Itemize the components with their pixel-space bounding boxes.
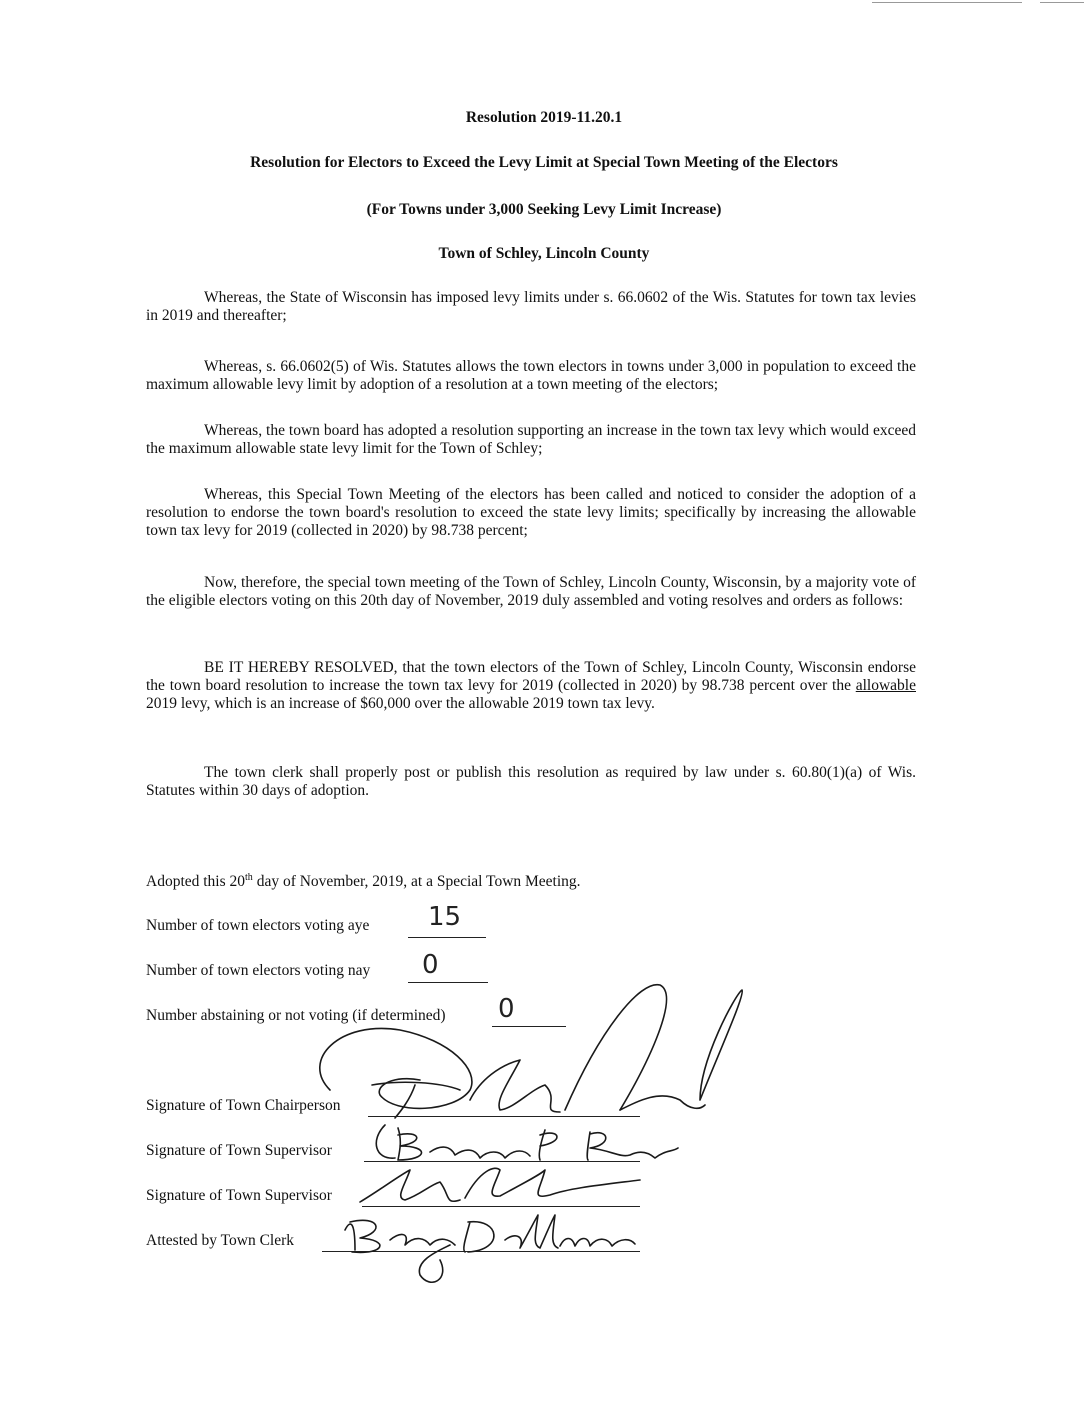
adoption-line: Adopted this 20th day of November, 2019, at a Special Town Meeting. — [146, 872, 581, 891]
paragraph-resolved — [146, 659, 916, 713]
votes-aye-value: 15 — [428, 902, 462, 932]
document-subtitle: (For Towns under 3,000 Seeking Levy Limit Increase) — [366, 201, 722, 218]
votes-nay-line — [408, 981, 488, 983]
signature-clerk-label: Attested by Town Clerk — [146, 1232, 295, 1249]
signature-supervisor1-label: Signature of Town Supervisor — [146, 1142, 332, 1159]
votes-nay-label: Number of town electors voting nay — [146, 962, 371, 979]
scan-mark — [1040, 2, 1084, 3]
signature-supervisor2-label: Signature of Town Supervisor — [146, 1187, 332, 1204]
paragraph-whereas-1 — [146, 289, 916, 325]
signature-supervisor1-line — [364, 1160, 640, 1162]
signature-chair-stroke — [470, 1060, 560, 1112]
signature-supervisor2-stroke — [360, 1170, 460, 1202]
signature-clerk-stroke — [560, 1239, 635, 1247]
signature-supervisor1-stroke — [587, 1132, 678, 1160]
signature-chair-stroke — [620, 1096, 705, 1110]
paragraph-text: 2019 levy, which is an increase of $60,000 over the allowable 2019 town tax levy. — [146, 695, 655, 712]
town-name: Town of Schley, Lincoln County — [438, 245, 650, 262]
votes-abstain-line — [492, 1025, 566, 1027]
signature-chair-stroke — [700, 990, 742, 1100]
paragraph-text: Whereas, this Special Town Meeting of the electors has been called and noticed to consider the adoption of a resolution to endorse the town board's resolution to exceed the state levy limits; specifically by increasing the allowable town tax levy for 2019 (collected in 2020) by 98.738 percent; — [146, 486, 916, 539]
scan-mark — [872, 2, 1022, 3]
paragraph-text: Now, therefore, the special town meeting of the Town of Schley, Lincoln County, Wisconsin, by a majority vote of the eligible electors voting on this 20th day of November, 2019 duly assembled and voting resolves and orders as follows: — [146, 574, 916, 609]
votes-abstain-value: 0 — [498, 994, 515, 1024]
signature-chair-line — [368, 1115, 640, 1117]
signature-clerk-line — [322, 1250, 640, 1252]
votes-nay-value: 0 — [422, 950, 439, 980]
resolution-number: Resolution 2019-11.20.1 — [465, 109, 623, 126]
paragraph-clerk-post — [146, 764, 916, 800]
signature-chair-label: Signature of Town Chairperson — [146, 1097, 341, 1114]
paragraph-whereas-2 — [146, 358, 916, 394]
underlined-word: allowable — [855, 677, 916, 694]
paragraph-text: The town clerk shall properly post or publish this resolution as required by law under s. 60.80(1)(a) of Wis. Statutes within 30 days of adoption. — [146, 764, 916, 799]
signature-chair-stroke — [372, 1082, 460, 1118]
paragraph-whereas-3 — [146, 422, 916, 458]
paragraph-text: BE IT HEREBY RESOLVED, that the town electors of the Town of Schley, Lincoln County, Wisconsin endorse the town board resolution to increase the town tax levy for 2019 (collected in 2020) by 98.738 percent over the — [146, 659, 916, 694]
signature-supervisor2-stroke — [465, 1168, 640, 1198]
signature-chair-stroke — [565, 985, 666, 1110]
paragraph-text: Whereas, s. 66.0602(5) of Wis. Statutes allows the town electors in towns under 3,000 in population to exceed the maximum allowable levy limit by adoption of a resolution at a town meeting of the electors; — [146, 358, 916, 393]
document-title: Resolution for Electors to Exceed the Levy Limit at Special Town Meeting of the Electors — [250, 154, 838, 171]
votes-aye-label: Number of town electors voting aye — [146, 917, 370, 934]
signature-chair-stroke — [320, 1028, 472, 1108]
paragraph-text: Whereas, the State of Wisconsin has imposed levy limits under s. 66.0602 of the Wis. Statutes for town tax levies in 2019 and thereafter; — [146, 289, 916, 324]
paragraph-now-therefore — [146, 574, 916, 610]
paragraph-text: Whereas, the town board has adopted a resolution supporting an increase in the town tax levy which would exceed the maximum allowable state levy limit for the Town of Schley; — [146, 422, 916, 457]
votes-abstain-label: Number abstaining or not voting (if determined) — [146, 1007, 446, 1024]
paragraph-whereas-4 — [146, 486, 916, 540]
votes-aye-line — [408, 936, 486, 938]
signature-supervisor2-line — [362, 1205, 640, 1207]
